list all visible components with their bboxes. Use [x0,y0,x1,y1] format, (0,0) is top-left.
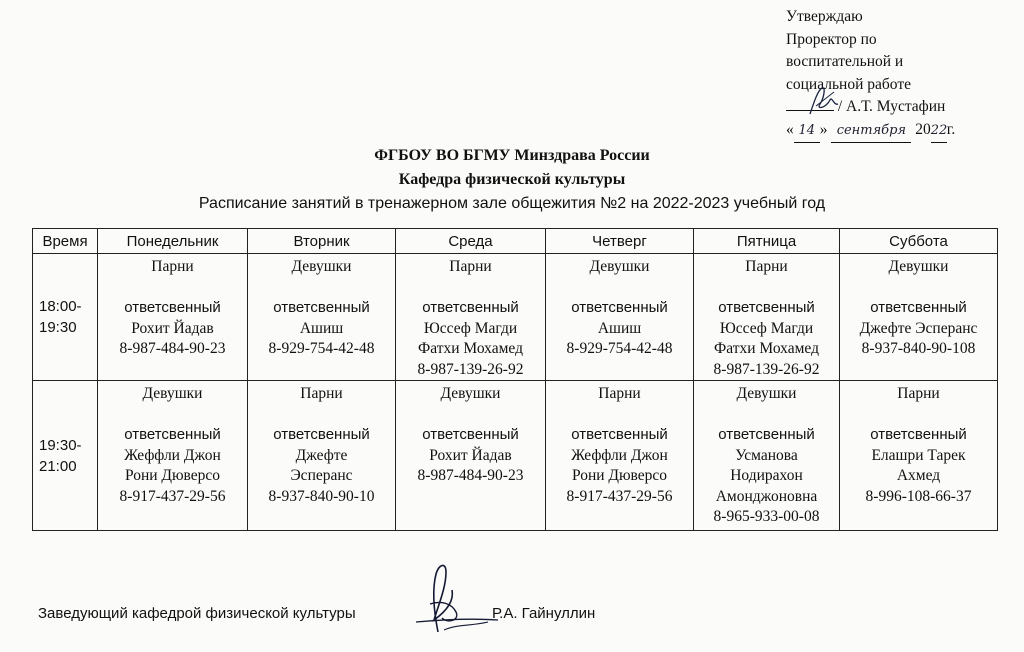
cell-line: Эсперанс [290,467,353,484]
cell-label: ответсвенный [870,299,967,316]
cell-line: Жеффли Джон [124,446,221,464]
cell-line: 8-917-437-29-56 [566,487,673,505]
table-row [33,381,998,531]
time-start: 18:00- [39,298,82,315]
cell-group: Девушки [142,385,203,402]
col-header-saturday: Суббота [840,229,998,254]
cell-group: Девушки [291,258,352,275]
approval-line-1: Утверждаю [786,8,863,25]
approval-block [786,6,1016,143]
approval-signature-line [786,96,1016,119]
cell-line: Усманова [735,446,798,464]
cell-line: Ашиш [299,319,344,337]
cell-label: ответсвенный [273,299,370,316]
cell-line: Амонджоновна [715,487,818,505]
approval-line-2: Проректор по [786,30,877,48]
cell-label: ответсвенный [718,299,815,316]
schedule-cell [396,381,546,531]
cell-line: Фатхи Мохамед [418,340,523,357]
cell-line: 8-937-840-90-10 [268,487,375,505]
cell-line: Юссеф Магди [423,319,518,337]
cell-group: Парни [300,385,343,402]
time-end: 19:30 [39,319,77,336]
cell-line: Фатхи Мохамед [714,340,819,357]
col-header-wednesday: Среда [396,229,546,254]
org-title: ФГБОУ ВО БГМУ Минздрава России [374,147,650,164]
cell-line: Рохит Йадав [131,319,214,337]
head-position: Заведующий кафедрой физической культуры [38,605,356,622]
cell-line: Юссеф Магди [719,319,814,337]
cell-line: 8-987-484-90-23 [119,340,226,357]
cell-line: 8-929-754-42-48 [268,340,375,357]
approval-line-3: воспитательной и [786,53,904,70]
cell-label: ответсвенный [422,426,519,443]
cell-group: Парни [897,385,940,402]
cell-label: ответсвенный [422,299,519,316]
department-title: Кафедра физической культуры [398,171,626,188]
col-header-friday: Пятница [694,229,840,254]
schedule-cell [248,381,396,531]
time-start: 19:30- [39,436,82,454]
cell-line: Джефте [295,446,348,464]
cell-line: Рохит Йадав [429,446,512,464]
cell-line: 8-929-754-42-48 [566,340,673,357]
cell-line: Ашиш [597,319,642,337]
col-header-thursday: Четверг [546,229,694,254]
head-name: Р.А. Гайнуллин [492,605,596,622]
cell-group: Девушки [888,258,949,275]
time-cell [33,381,98,531]
schedule-cell [694,381,840,531]
cell-group: Парни [745,258,788,275]
cell-line: Рони Дюверсо [124,467,221,484]
schedule-cell [546,381,694,531]
cell-label: ответсвенный [571,299,668,316]
date-day: 14 [794,120,820,144]
cell-line: Джефте Эсперанс [859,319,978,337]
col-header-tuesday: Вторник [248,229,396,254]
schedule-cell [248,254,396,381]
cell-group: Девушки [440,385,501,402]
schedule-cell [840,254,998,381]
schedule-cell [98,381,248,531]
cell-group: Парни [449,258,492,275]
schedule-cell [396,254,546,381]
cell-line: 8-917-437-29-56 [119,487,226,505]
cell-line: Жеффли Джон [571,446,668,464]
approval-date [786,119,1016,144]
prorector-signature-icon [804,84,844,118]
schedule-subtitle: Расписание занятий в тренажерном зале общежития №2 на 2022-2023 учебный год [198,195,826,212]
cell-label: ответсвенный [718,426,815,443]
cell-line: 8-987-139-26-92 [417,360,524,378]
schedule-cell [546,254,694,381]
cell-label: ответсвенный [124,426,221,443]
cell-line: 8-987-139-26-92 [713,360,820,378]
date-year-prefix: 20 [915,120,931,138]
date-month: сентября [831,120,911,144]
schedule-cell [694,254,840,381]
col-header-monday: Понедельник [98,229,248,254]
approval-signer: / А.Т. Мустафин [837,98,946,115]
cell-line: Елашри Тарек [871,446,966,464]
cell-group: Девушки [589,258,650,275]
cell-line: 8-965-933-00-08 [713,508,820,525]
table-row [33,254,998,381]
cell-label: ответсвенный [124,299,221,316]
cell-group: Парни [151,258,194,275]
schedule-cell [840,381,998,531]
cell-label: ответсвенный [870,426,967,443]
time-end: 21:00 [39,457,77,475]
cell-line: Ахмед [896,467,941,484]
table-header-row [33,229,998,254]
cell-line: 8-987-484-90-23 [417,467,524,484]
head-signature-icon [408,560,518,638]
approval-line-4: социальной работе [786,75,911,93]
cell-group: Девушки [736,385,797,402]
schedule-table [32,228,998,531]
col-header-time: Время [33,229,98,254]
cell-line: Рони Дюверсо [571,467,668,484]
schedule-cell [98,254,248,381]
cell-label: ответсвенный [571,426,668,443]
date-close-quote: » [819,120,828,138]
date-year-end: г. [946,120,956,138]
date-open-quote: « [786,120,794,138]
cell-line: 8-937-840-90-108 [861,340,976,357]
date-year-suffix: 22 [931,120,947,144]
time-cell [33,254,98,381]
cell-line: 8-996-108-66-37 [865,487,972,505]
cell-label: ответсвенный [273,426,370,443]
cell-group: Парни [598,385,641,402]
cell-line: Нодирахон [730,467,803,484]
